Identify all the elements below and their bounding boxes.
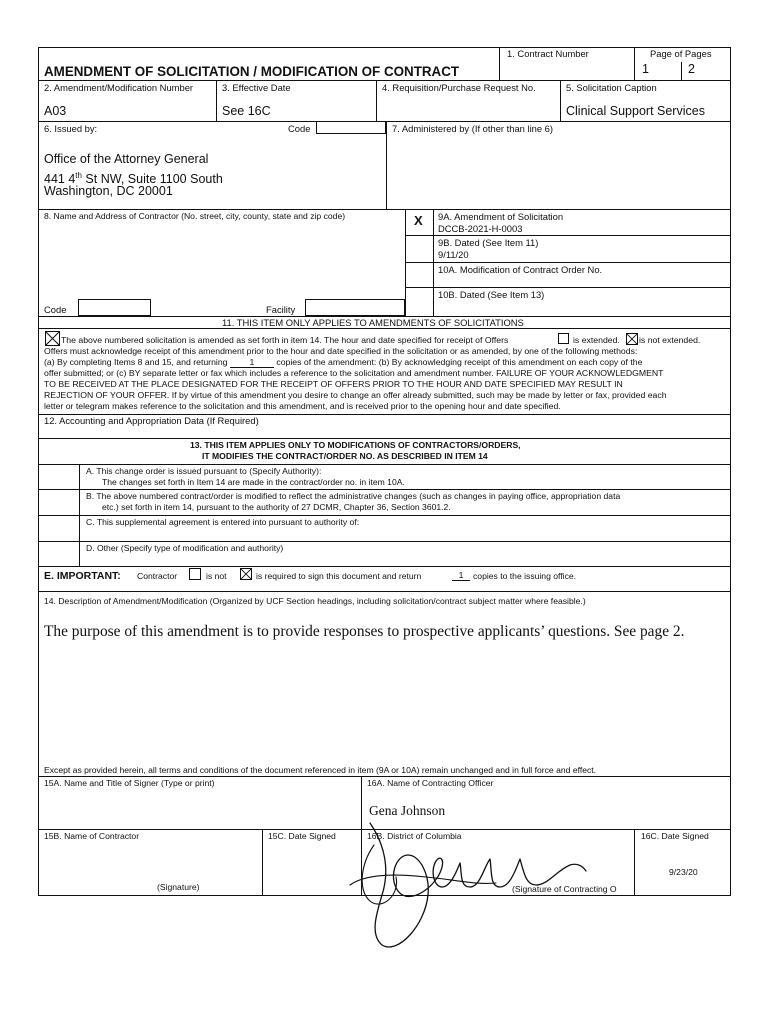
form-title: AMENDMENT OF SOLICITATION / MODIFICATION OF CONTRACT (44, 64, 460, 79)
item-11-line5: TO BE RECEIVED AT THE PLACE DESIGNATED FOR THE RECEIPT OF OFFERS PRIOR TO THE HOUR AND DATE SPECIFIED MAY RESULT IN (44, 379, 623, 389)
solicitation-caption-field[interactable]: Clinical Support Services (566, 104, 705, 118)
important-label: E. IMPORTANT: (44, 570, 121, 582)
effective-date-field[interactable]: See 16C (222, 104, 271, 118)
contractor-signature-label: (Signature) (157, 882, 200, 892)
solicitation-caption-label: 5. Solicitation Caption (566, 82, 657, 93)
contractor-code-label: Code (44, 304, 67, 315)
return-copies-post: copies to the issuing office. (473, 571, 577, 581)
item-11-line4: offer submitted; or (c) BY separate letter or fax which includes a reference to the solicitation and amendment number. FAILURE OF YOUR ACKNOWLEDGMENT (44, 368, 664, 378)
issuer-address-line1: Office of the Attorney General (44, 152, 209, 166)
page-number-field[interactable]: 1 (642, 62, 649, 76)
total-pages-field[interactable]: 2 (688, 62, 695, 76)
description-label: 14. Description of Amendment/Modification (Organized by UCF Section headings, including solicitation/contract subject matter where feasible.) (44, 596, 586, 606)
description-body[interactable]: The purpose of this amendment is to provide responses to prospective applicants’ questions. See page 2. (44, 623, 685, 640)
contracting-officer-label: 16A. Name of Contracting Officer (367, 778, 494, 788)
is-not-extended-label: is not extended. (639, 335, 701, 345)
accounting-data-label: 12. Accounting and Appropriation Data (If Required) (44, 415, 259, 426)
is-not-required-checkbox[interactable] (189, 568, 201, 580)
is-extended-label: is extended. (573, 335, 620, 345)
item-11-heading: 11. THIS ITEM ONLY APPLIES TO AMENDMENTS OF SOLICITATIONS (222, 317, 524, 328)
officer-signature-label: (Signature of Contracting O (512, 884, 617, 894)
officer-date-label: 16C. Date Signed (641, 831, 709, 841)
issued-code-field[interactable] (316, 121, 386, 134)
item-13d-line: D. Other (Specify type of modification and authority) (86, 543, 284, 553)
amendment-number-field[interactable]: A03 (44, 104, 67, 118)
is-required-checkbox[interactable] (240, 568, 252, 580)
important-contractor-label: Contractor (137, 571, 178, 581)
item-9a-label: 9A. Amendment of Solicitation (438, 211, 564, 222)
terms-unchanged-text: Except as provided herein, all terms and conditions of the document referenced in item (9A or 10A) remain unchanged and in full force and effect. (44, 765, 597, 775)
issuer-address-line2: 441 4th St NW, Suite 1100 South (44, 171, 223, 187)
not-extended-checkbox[interactable] (626, 333, 638, 345)
item-11-line3: (a) By completing Items 8 and 15, and returning 1 copies of the amendment: (b) By acknowledging receipt of this amendment on each copy of the (44, 357, 643, 367)
page-of-pages-label: Page of Pages (650, 48, 712, 59)
item-13b-line2: etc.) set forth in item 14, pursuant to the authority of 27 DCMR, Chapter 36, Section 3601.2. (102, 502, 451, 512)
officer-signature (330, 815, 590, 960)
check-x-icon (46, 332, 59, 345)
item-9b-value[interactable]: 9/11/20 (438, 249, 469, 260)
item-11-checkbox[interactable] (45, 331, 60, 346)
item-11-line6: REJECTION OF YOUR OFFER. If by virtue of this amendment you desire to change an offer already submitted, such may be made by letter or fax, provided each (44, 390, 667, 400)
amendment-number-label: 2. Amendment/Modification Number (44, 82, 194, 93)
check-x-icon (627, 334, 637, 344)
item-13c-line: C. This supplemental agreement is entered into pursuant to authority of: (86, 517, 360, 527)
item-13-heading-line1: 13. THIS ITEM APPLIES ONLY TO MODIFICATIONS OF CONTRACTORS/ORDERS, (190, 440, 521, 450)
issued-by-label: 6. Issued by: (44, 123, 98, 134)
issuer-address-line3: Washington, DC 20001 (44, 184, 173, 198)
contract-number-label: 1. Contract Number (507, 48, 589, 59)
contractor-date-label: 15C. Date Signed (268, 831, 336, 841)
district-of-columbia-label: 16B. District of Columbia (367, 831, 462, 841)
item-11-line7: letter or telegram makes reference to the solicitation and this amendment, and is received prior to the opening hour and date specified. (44, 401, 561, 411)
is-not-label: is not (206, 571, 227, 581)
requisition-number-label: 4. Requisition/Purchase Request No. (382, 82, 536, 93)
item-9b-label: 9B. Dated (See Item 11) (438, 237, 539, 248)
item-10a-label: 10A. Modification of Contract Order No. (438, 264, 603, 275)
facility-label: Facility (266, 304, 296, 315)
is-required-label: is required to sign this document and return (256, 571, 422, 581)
extended-checkbox[interactable] (558, 333, 569, 344)
item-11-line2: Offers must acknowledge receipt of this amendment prior to the hour and date specified in the solicitation or as amended, by one of the following methods: (44, 346, 638, 356)
contractor-address-label: 8. Name and Address of Contractor (No. street, city, county, state and zip code) (44, 211, 346, 221)
item-10b-label: 10B. Dated (See Item 13) (438, 289, 545, 300)
item-11-line1: The above numbered solicitation is amended as set forth in item 14. The hour and date specified for receipt of Offers (61, 335, 509, 345)
item-9a-value[interactable]: DCCB-2021-H-0003 (438, 223, 523, 234)
contractor-name-label: 15B. Name of Contractor (44, 831, 140, 841)
signer-name-label: 15A. Name and Title of Signer (Type or print) (44, 778, 215, 788)
item-13-heading-line2: IT MODIFIES THE CONTRACT/ORDER NO. AS DESCRIBED IN ITEM 14 (202, 451, 488, 461)
item-13a-line1: A. This change order is issued pursuant to (Specify Authority): (86, 466, 322, 476)
item-9a-checkbox[interactable]: X (414, 213, 423, 228)
officer-date-value[interactable]: 9/23/20 (669, 867, 698, 877)
item-13a-line2: The changes set forth in Item 14 are made in the contract/order no. in item 10A. (102, 477, 405, 487)
effective-date-label: 3. Effective Date (222, 82, 291, 93)
issued-code-label: Code (288, 123, 311, 134)
item-13b-line1: B. The above numbered contract/order is modified to reflect the administrative changes (such as changes in paying office, appropriation data (86, 491, 621, 501)
contractor-code-field[interactable] (78, 299, 151, 316)
check-x-icon (241, 569, 251, 579)
contracting-officer-name[interactable]: Gena Johnson (369, 803, 446, 818)
administered-by-label: 7. Administered by (If other than line 6) (392, 123, 554, 134)
facility-field[interactable] (305, 299, 405, 316)
returned-copies-field[interactable]: 1 (230, 358, 274, 368)
return-copies-field[interactable]: 1 (452, 571, 470, 581)
